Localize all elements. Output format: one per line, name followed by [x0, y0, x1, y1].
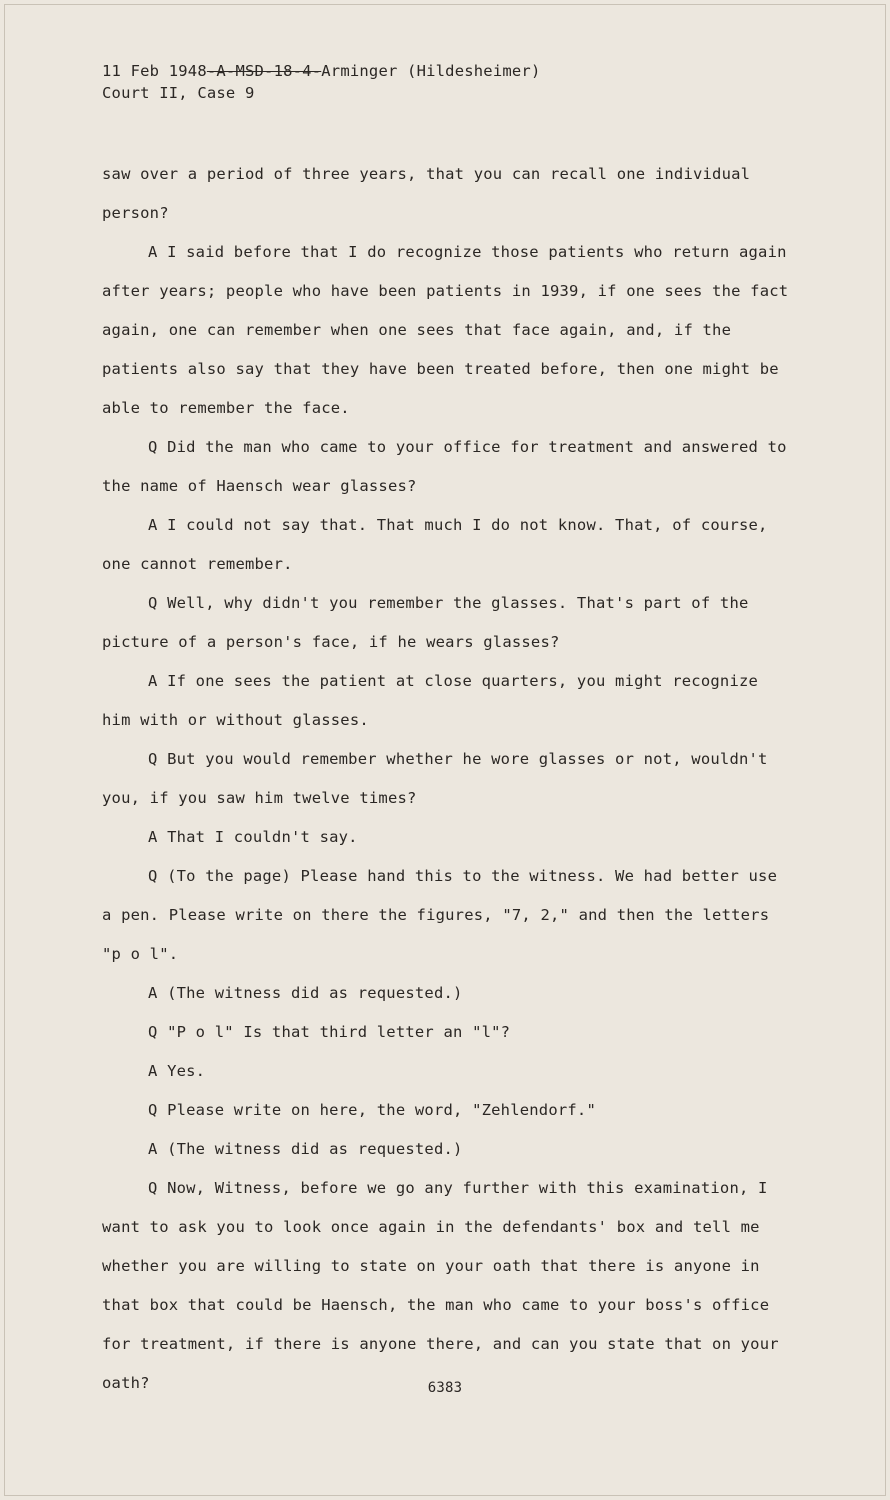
- transcript-paragraph: Q Please write on here, the word, "Zehlendorf.": [148, 1101, 596, 1119]
- transcript-paragraph: A Yes.: [148, 1062, 206, 1080]
- transcript-paragraph: Q Did the man who came to your office for treatment and answered to the name of Haensch wear glasses?: [102, 438, 787, 495]
- transcript-paragraph: saw over a period of three years, that you can recall one individual person?: [102, 165, 751, 222]
- header-line-2: Court II, Case 9: [102, 84, 255, 102]
- header-struck-code: -A-MSD-18-4-: [206, 62, 322, 80]
- transcript-paragraph: Q (To the page) Please hand this to the witness. We had better use a pen. Please write on there the figures, "7, 2," and then the letters "p o l".: [102, 867, 778, 963]
- transcript-paragraph: A I could not say that. That much I do not know. That, of course, one cannot remember.: [102, 516, 768, 573]
- transcript-paragraph: A (The witness did as requested.): [148, 1140, 463, 1158]
- header-line-1: [102, 60, 540, 82]
- transcript-paragraph: Q "P o l" Is that third letter an "l"?: [148, 1023, 511, 1041]
- transcript-paragraph: A If one sees the patient at close quarters, you might recognize him with or without glasses.: [102, 672, 759, 729]
- transcript-paragraph: A I said before that I do recognize those patients who return again after years; people who have been patients in 1939, if one sees the fact again, one can remember when one sees that face again, and, if the patients also say that they have been treated before, then one might be able to remember the face.: [102, 243, 789, 417]
- transcript-paragraph: A (The witness did as requested.): [148, 984, 463, 1002]
- transcript-paragraph: Q Now, Witness, before we go any further with this examination, I want to ask you to look once again in the defendants' box and tell me whether you are willing to state on your oath that there is anyone in that box that could be Haensch, the man who came to your boss's office for treatment, if there is anyone there, and can you state that on your oath?: [102, 1179, 779, 1392]
- transcript-paragraph: Q But you would remember whether he wore glasses or not, wouldn't you, if you saw him twelve times?: [102, 750, 768, 807]
- transcript-header: [102, 60, 540, 104]
- transcript-body: [102, 155, 792, 1403]
- header-date: 11 Feb 1948: [102, 62, 207, 80]
- transcript-paragraph: A That I couldn't say.: [148, 828, 358, 846]
- transcript-paragraph: Q Well, why didn't you remember the glasses. That's part of the picture of a person's face, if he wears glasses?: [102, 594, 749, 651]
- page-number: 6383: [427, 1380, 463, 1396]
- header-name: Arminger (Hildesheimer): [321, 62, 541, 80]
